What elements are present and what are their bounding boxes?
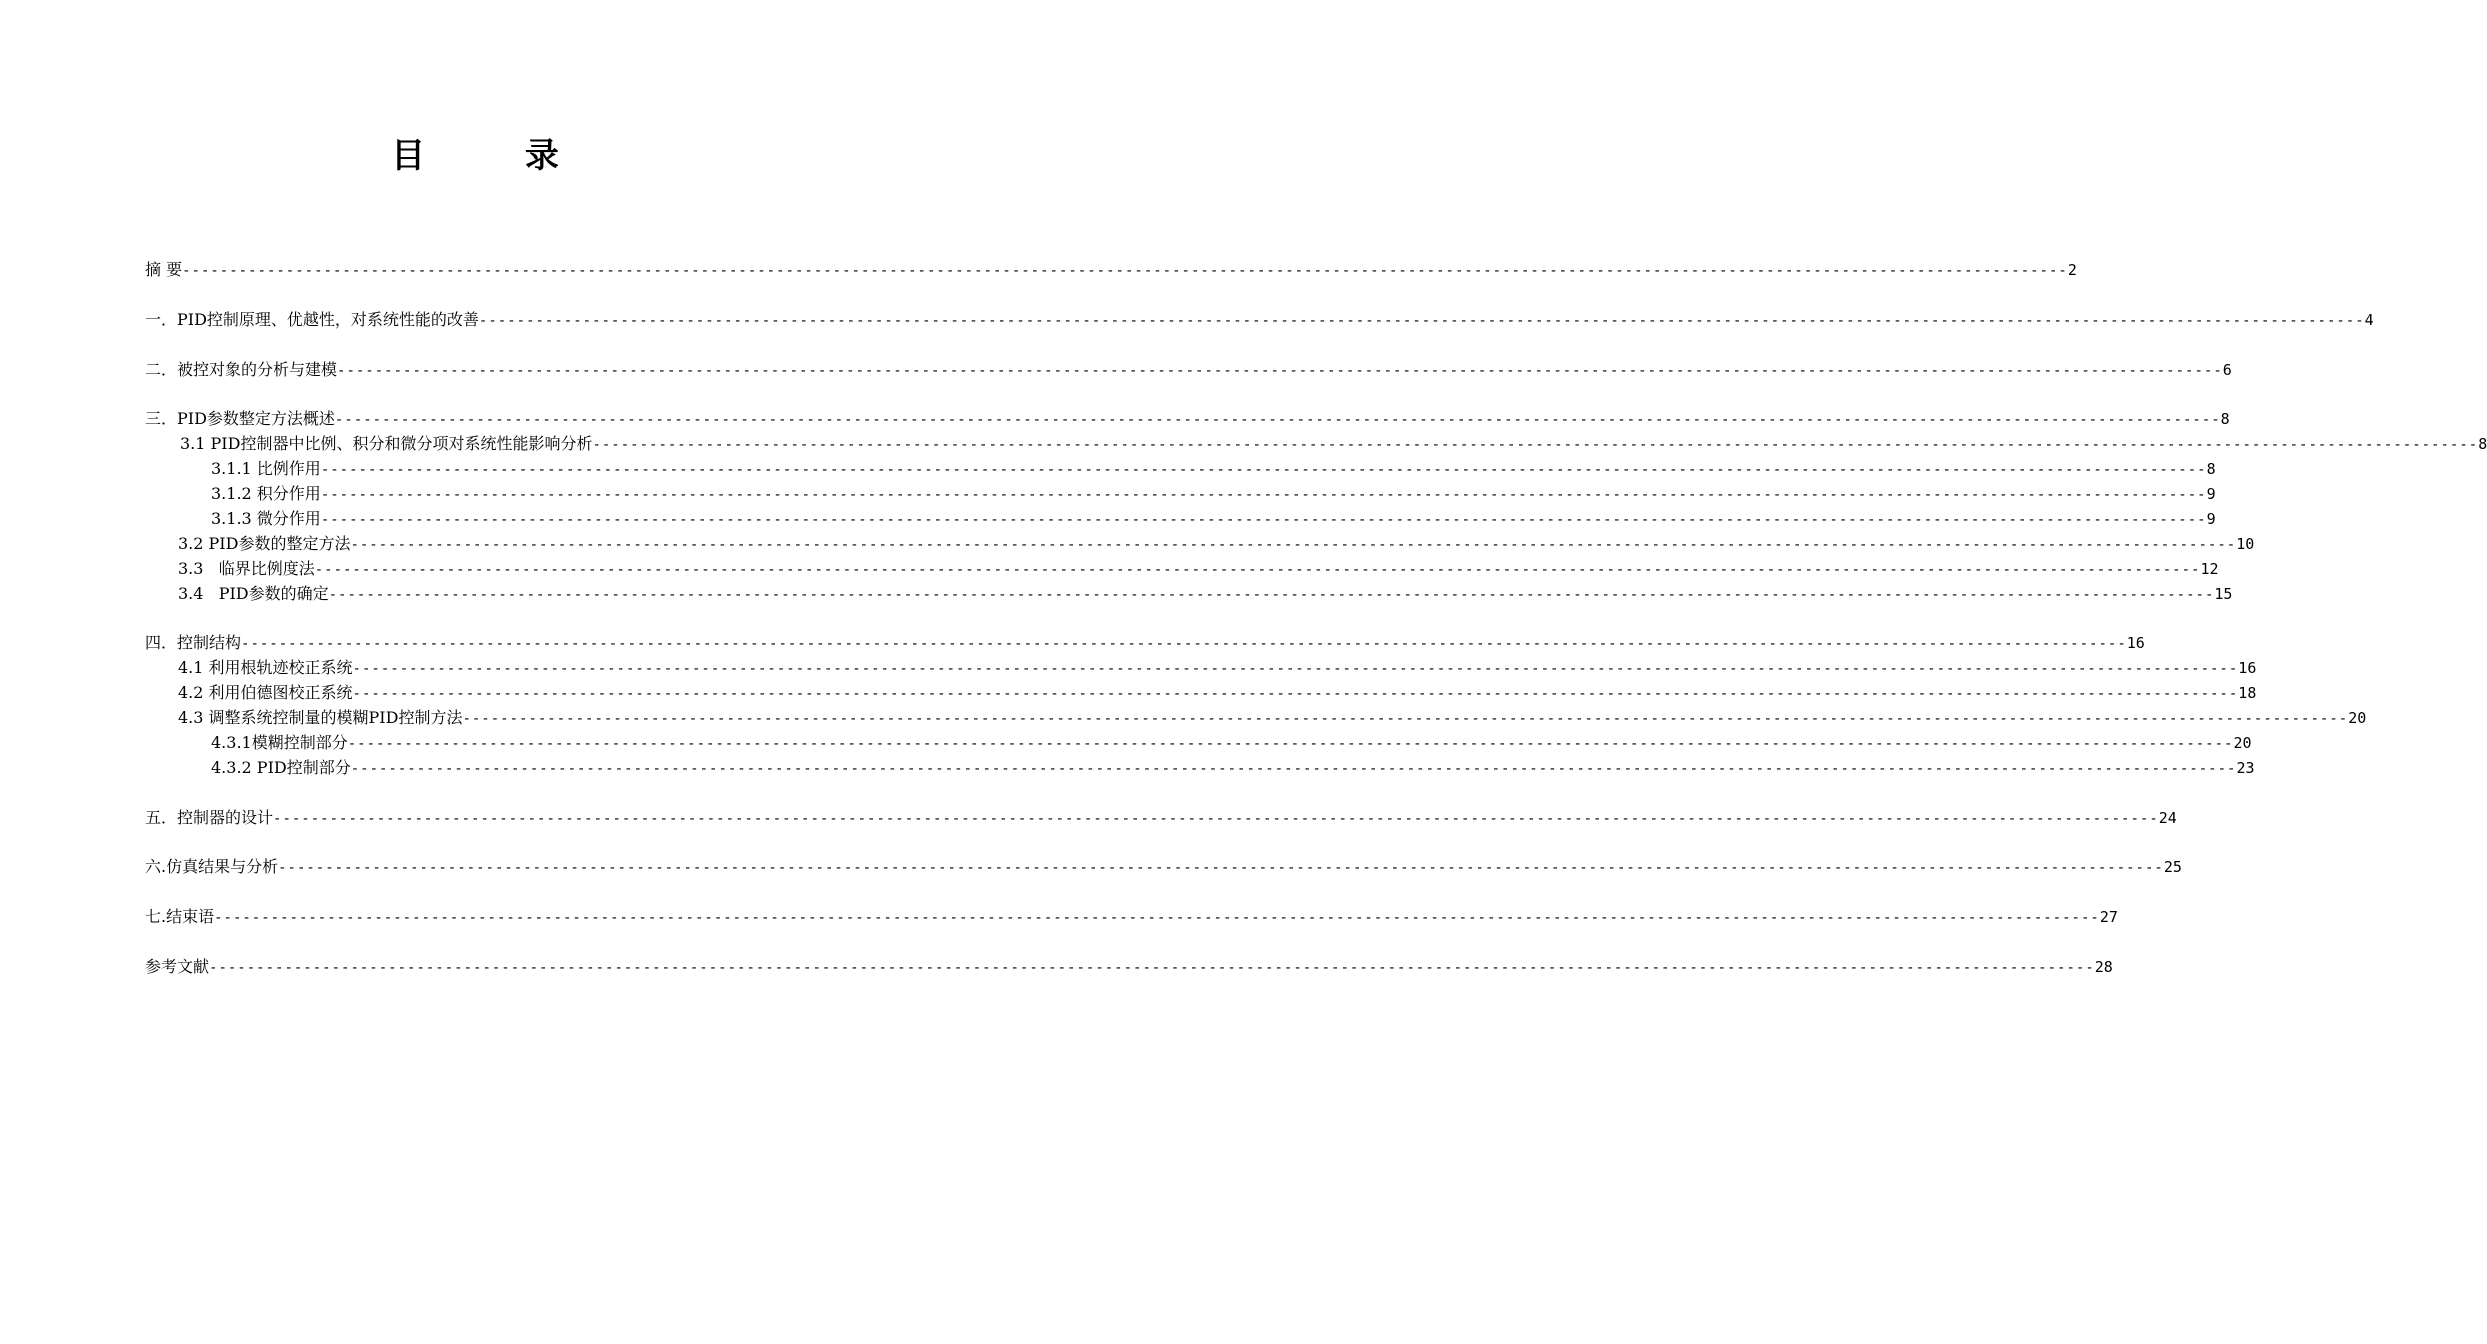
- toc-leader: --------------------------------------------------------------------------------------------------------------------------------------------------------------------------------------------------------: [241, 636, 2127, 652]
- toc-entry-chapter-5[interactable]: [145, 806, 2177, 830]
- toc-leader: --------------------------------------------------------------------------------------------------------------------------------------------------------------------------------------------------------: [320, 487, 2207, 503]
- toc-entry-chapter-6[interactable]: [145, 855, 2182, 879]
- toc-entry-page: 27: [2099, 908, 2118, 926]
- toc-entry-label: 一．PID控制原理、优越性，对系统性能的改善: [145, 310, 479, 329]
- toc-entry-section-3-2[interactable]: [178, 532, 2255, 556]
- toc-entry-label: 七.结束语: [145, 907, 215, 926]
- toc-entry-label: 二．被控对象的分析与建模: [145, 360, 338, 379]
- toc-entry-section-3-1[interactable]: [180, 432, 2487, 456]
- toc-entry-label: 五．控制器的设计: [145, 808, 274, 827]
- toc-entry-page: 25: [2163, 858, 2182, 876]
- toc-entry-section-4-3-1[interactable]: [211, 731, 2252, 755]
- toc-entry-references[interactable]: [145, 955, 2113, 979]
- toc-entry-section-3-3[interactable]: [178, 557, 2219, 581]
- toc-entry-abstract[interactable]: [145, 258, 2077, 282]
- toc-entry-section-4-3[interactable]: [178, 706, 2367, 730]
- toc-leader: --------------------------------------------------------------------------------------------------------------------------------------------------------------------------------------------------------: [352, 686, 2239, 702]
- toc-entry-label: 4.3.2 PID控制部分: [211, 758, 351, 777]
- toc-entry-chapter-1[interactable]: [145, 308, 2374, 332]
- toc-entry-page: 6: [2222, 361, 2232, 379]
- toc-entry-label: 3.1.2 积分作用: [211, 484, 321, 503]
- toc-leader: --------------------------------------------------------------------------------------------------------------------------------------------------------------------------------------------------------: [320, 462, 2207, 478]
- toc-entry-chapter-7[interactable]: [145, 905, 2118, 929]
- toc-entry-page: 9: [2206, 485, 2216, 503]
- toc-leader: --------------------------------------------------------------------------------------------------------------------------------------------------------------------------------------------------------: [314, 562, 2201, 578]
- toc-leader: --------------------------------------------------------------------------------------------------------------------------------------------------------------------------------------------------------: [337, 363, 2223, 379]
- toc-entry-page: 12: [2200, 560, 2219, 578]
- toc-entry-label: 四．控制结构: [145, 633, 242, 652]
- toc-entry-label: 3.2 PID参数的整定方法: [178, 534, 351, 553]
- toc-entry-label: 4.2 利用伯德图校正系统: [178, 683, 353, 702]
- toc-leader: --------------------------------------------------------------------------------------------------------------------------------------------------------------------------------------------------------: [334, 412, 2221, 428]
- toc-entry-label: 4.1 利用根轨迹校正系统: [178, 658, 353, 677]
- toc-entry-label: 三．PID参数整定方法概述: [145, 409, 335, 428]
- toc-entry-label: 摘 要: [145, 260, 183, 279]
- toc-entry-page: 20: [2233, 734, 2252, 752]
- toc-entry-section-4-2[interactable]: [178, 681, 2257, 705]
- toc-leader: --------------------------------------------------------------------------------------------------------------------------------------------------------------------------------------------------------: [347, 736, 2234, 752]
- toc-entry-page: 9: [2206, 510, 2216, 528]
- toc-entry-section-4-3-2[interactable]: [211, 756, 2255, 780]
- toc-entry-page: 8: [2478, 435, 2487, 453]
- toc-entry-label: 3.1.3 微分作用: [211, 509, 321, 528]
- toc-entry-label: 六.仿真结果与分析: [145, 857, 279, 876]
- toc-leader: --------------------------------------------------------------------------------------------------------------------------------------------------------------------------------------------------------: [320, 512, 2207, 528]
- toc-leader: --------------------------------------------------------------------------------------------------------------------------------------------------------------------------------------------------------: [328, 587, 2215, 603]
- toc-entry-page: 15: [2214, 585, 2233, 603]
- toc-entry-section-3-1-1[interactable]: [211, 457, 2216, 481]
- toc-entry-label: 3.3 临界比例度法: [178, 559, 315, 578]
- toc-entry-section-3-4[interactable]: [178, 582, 2233, 606]
- toc-leader: --------------------------------------------------------------------------------------------------------------------------------------------------------------------------------------------------------: [209, 960, 2095, 976]
- toc-leader: --------------------------------------------------------------------------------------------------------------------------------------------------------------------------------------------------------: [478, 313, 2365, 329]
- toc-entry-page: 10: [2236, 535, 2255, 553]
- toc-entry-page: 8: [2206, 460, 2216, 478]
- toc-leader: --------------------------------------------------------------------------------------------------------------------------------------------------------------------------------------------------------: [182, 263, 2068, 279]
- toc-entry-chapter-4[interactable]: [145, 631, 2145, 655]
- toc-leader: --------------------------------------------------------------------------------------------------------------------------------------------------------------------------------------------------------: [592, 437, 2479, 453]
- toc-entry-section-3-1-2[interactable]: [211, 482, 2216, 506]
- toc-entry-page: 16: [2126, 634, 2145, 652]
- toc-entry-page: 2: [2067, 261, 2077, 279]
- toc-entry-page: 18: [2238, 684, 2257, 702]
- toc-entry-chapter-2[interactable]: [145, 358, 2232, 382]
- toc-entry-label: 4.3 调整系统控制量的模糊PID控制方法: [178, 708, 463, 727]
- toc-entry-label: 4.3.1模糊控制部分: [211, 733, 348, 752]
- toc-entry-label: 3.4 PID参数的确定: [178, 584, 329, 603]
- toc-entry-label: 3.1 PID控制器中比例、积分和微分项对系统性能影响分析: [180, 434, 593, 453]
- toc-leader: --------------------------------------------------------------------------------------------------------------------------------------------------------------------------------------------------------: [273, 811, 2159, 827]
- toc-entry-page: 4: [2364, 311, 2374, 329]
- toc-entry-page: 20: [2348, 709, 2367, 727]
- toc-leader: --------------------------------------------------------------------------------------------------------------------------------------------------------------------------------------------------------: [350, 537, 2237, 553]
- toc-entry-label: 参考文献: [145, 957, 210, 976]
- toc-leader: --------------------------------------------------------------------------------------------------------------------------------------------------------------------------------------------------------: [352, 661, 2239, 677]
- toc-entry-page: 8: [2220, 410, 2230, 428]
- toc-entry-page: 16: [2238, 659, 2257, 677]
- toc-title: 目 录: [391, 136, 603, 176]
- toc-entry-section-3-1-3[interactable]: [211, 507, 2216, 531]
- toc-leader: --------------------------------------------------------------------------------------------------------------------------------------------------------------------------------------------------------: [350, 761, 2237, 777]
- toc-entry-chapter-3[interactable]: [145, 407, 2230, 431]
- toc-entry-section-4-1[interactable]: [178, 656, 2257, 680]
- toc-leader: --------------------------------------------------------------------------------------------------------------------------------------------------------------------------------------------------------: [462, 711, 2349, 727]
- toc-leader: --------------------------------------------------------------------------------------------------------------------------------------------------------------------------------------------------------: [214, 910, 2100, 926]
- toc-entry-page: 24: [2158, 809, 2177, 827]
- toc-entry-label: 3.1.1 比例作用: [211, 459, 321, 478]
- toc-entry-page: 23: [2236, 759, 2255, 777]
- toc-leader: --------------------------------------------------------------------------------------------------------------------------------------------------------------------------------------------------------: [278, 860, 2164, 876]
- toc-entry-page: 28: [2094, 958, 2113, 976]
